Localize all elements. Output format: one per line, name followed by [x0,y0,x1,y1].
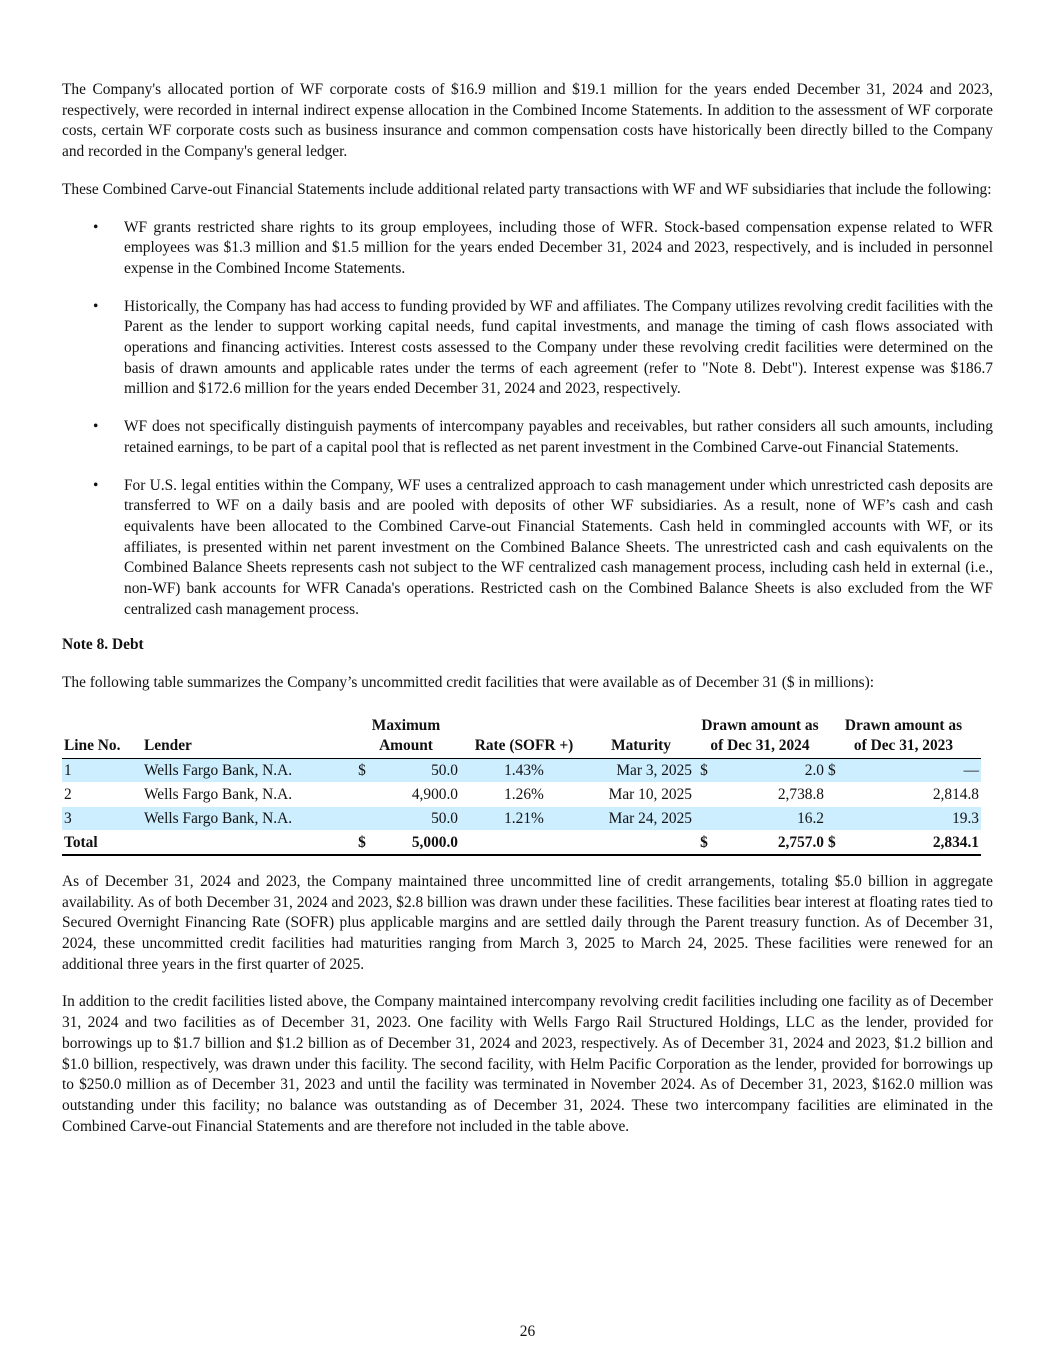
cell-line-no: 3 [62,806,142,830]
list-item-text: Historically, the Company has had access to funding provided by WF and affiliates. The Company utilizes revolving credit facilities with the Parent as the lender to support working capital needs, fund capital investments, and manage the timing of cash flows associated with operations and financing activities. Interest costs assessed to the Company under these revolving credit facilities were determined on the basis of drawn amounts and applicable rates under the terms of each agreement (refer to "Note 8. Debt"). Interest expense was $186.7 million and $172.6 million for the years ended December 31, 2024 and 2023, respectively. [124,297,993,398]
header-maturity: Maturity [588,716,694,759]
table-header-row [62,716,981,759]
list-item-text: For U.S. legal entities within the Company, WF uses a centralized approach to cash management under which unrestricted cash deposits are transferred to WF on a daily basis and are pooled with deposits of other WF subsidiaries. As a result, none of WF’s cash and cash equivalents have been allocated to the Combined Carve-out Financial Statements. Cash held in commingled accounts with WF, or its affiliates, is presented within net parent investment on the Combined Balance Sheets. The unrestricted cash and cash equivalents on the Combined Balance Sheets represents cash not subject to the WF centralized cash management process, including cash held in external (i.e., non-WF) bank accounts for WFR Canada's operations. Restricted cash on the Combined Balance Sheets is also excluded from the WF centralized cash management process. [124,476,993,618]
page-number: 26 [519,1323,536,1340]
cell-lender: Wells Fargo Bank, N.A. [142,758,352,782]
bullet-marker: • [93,476,99,494]
cell-currency [826,782,846,806]
table-intro: The following table summarizes the Company’s uncommitted credit facilities that were available as of December 31 ($ in millions): [62,674,875,692]
cell-max-amount: 50.0 [372,806,460,830]
header-drawn-2023: Drawn amount as of Dec 31, 2023 [826,716,981,759]
bullet-marker: • [93,418,99,436]
list-item-text: WF does not specifically distinguish payments of intercompany payables and receivables, but rather considers all such amounts, including retained earnings, to be part of a capital pool that is reflected as net parent investment in the Combined Carve-out Financial Statements. [124,418,993,456]
cell-drawn-2023: — [846,758,981,782]
cell-rate: 1.21% [460,806,588,830]
cell-currency: $ [694,830,714,855]
cell-currency [352,782,372,806]
paragraph-intercompany-facilities: In addition to the credit facilities listed above, the Company maintained intercompany revolving credit facilities including one facility as of December 31, 2024 and two facilities as of December 31, 2023. One facility with Wells Fargo Rail Structured Holdings, LLC as the lender, provided for borrowings up to $1.7 billion and $1.2 billion as of December 31, 2024 and 2023, respectively. As of December 31, 2024 and 2023, $1.2 billion and $1.0 billion, respectively, was drawn under this facility. The second facility, with Helm Pacific Corporation as the lender, provided for borrowings up to $250.0 million as of December 31, 2023 and until the facility was terminated in November 2024. As of December 31, 2023, $162.0 million was outstanding under this facility; no balance was outstanding as of December 31, 2024. These two intercompany facilities are eliminated in the Combined Carve-out Financial Statements and are therefore not included in the table above. [62,993,993,1135]
cell-total-drawn-2024: 2,757.0 [714,830,826,855]
cell-rate: 1.43% [460,758,588,782]
header-line-no: Line No. [62,716,142,759]
bullet-marker: • [93,218,99,236]
cell-max-amount: 4,900.0 [372,782,460,806]
list-item [62,218,993,280]
cell-maturity: Mar 3, 2025 [588,758,694,782]
list-item [62,297,993,401]
cell-currency: $ [694,758,714,782]
header-rate: Rate (SOFR +) [460,716,588,759]
table-row [62,806,981,830]
related-party-list [62,218,993,621]
cell-currency [694,806,714,830]
cell-drawn-2024: 2.0 [714,758,826,782]
cell-max-amount: 50.0 [372,758,460,782]
cell-line-no: 2 [62,782,142,806]
list-item [62,417,993,458]
header-drawn-2024: Drawn amount as of Dec 31, 2024 [694,716,826,759]
bullet-marker: • [93,297,99,315]
section-heading: Note 8. Debt [62,636,144,654]
paragraph-related-party-intro: These Combined Carve-out Financial Statements include additional related party transactions with WF and WF subsidiaries that include the following: [62,180,992,198]
cell-lender: Wells Fargo Bank, N.A. [142,806,352,830]
debt-table [62,716,981,856]
paragraph-credit-arrangements: As of December 31, 2024 and 2023, the Company maintained three uncommitted line of credit arrangements, totaling $5.0 billion in aggregate availability. As of both December 31, 2024 and 2023, $2.8 billion was drawn under these facilities. These facilities bear interest at floating rates tied to Secured Overnight Financing Rate (SOFR) plus applicable margins and are settled daily through the Parent treasury function. As of December 31, 2024, these uncommitted credit facilities had maturities ranging from March 3, 2025 to March 24, 2025. These facilities were renewed for an additional three years in the first quarter of 2025. [62,872,993,973]
table-total-row [62,830,981,855]
cell-drawn-2024: 2,738.8 [714,782,826,806]
cell-line-no: 1 [62,758,142,782]
cell-currency: $ [826,830,846,855]
cell-currency: $ [826,758,846,782]
cell-currency [352,806,372,830]
paragraph-corporate-costs: The Company's allocated portion of WF corporate costs of $16.9 million and $19.1 million for the years ended December 31, 2024 and 2023, respectively, were recorded in internal indirect expense allocation in the Combined Income Statements. In addition to the assessment of WF corporate costs, certain WF corporate costs such as business insurance and common compensation costs have historically been directly billed to the Company and recorded in the Company's general ledger. [62,81,993,161]
list-item-text: WF grants restricted share rights to its group employees, including those of WFR. Stock-based compensation expense related to WFR employees was $1.3 million and $1.5 million for the years ended December 31, 2024 and 2023, respectively, and is included in personnel expense in the Combined Income Statements. [124,218,993,277]
cell-maturity: Mar 10, 2025 [588,782,694,806]
cell-total-label: Total [62,830,352,855]
cell-total-drawn-2023: 2,834.1 [846,830,981,855]
cell-drawn-2024: 16.2 [714,806,826,830]
cell-rate: 1.26% [460,782,588,806]
table-row [62,758,981,782]
document-page [62,80,993,1137]
cell-currency: $ [352,830,372,855]
header-max-amount: Maximum Amount [352,716,460,759]
cell-lender: Wells Fargo Bank, N.A. [142,782,352,806]
cell-drawn-2023: 2,814.8 [846,782,981,806]
cell-currency: $ [352,758,372,782]
cell-maturity: Mar 24, 2025 [588,806,694,830]
cell-currency [826,806,846,830]
cell-total-max-amount: 5,000.0 [372,830,460,855]
table-row [62,782,981,806]
cell-drawn-2023: 19.3 [846,806,981,830]
cell-currency [694,782,714,806]
header-lender: Lender [142,716,352,759]
list-item [62,476,993,621]
